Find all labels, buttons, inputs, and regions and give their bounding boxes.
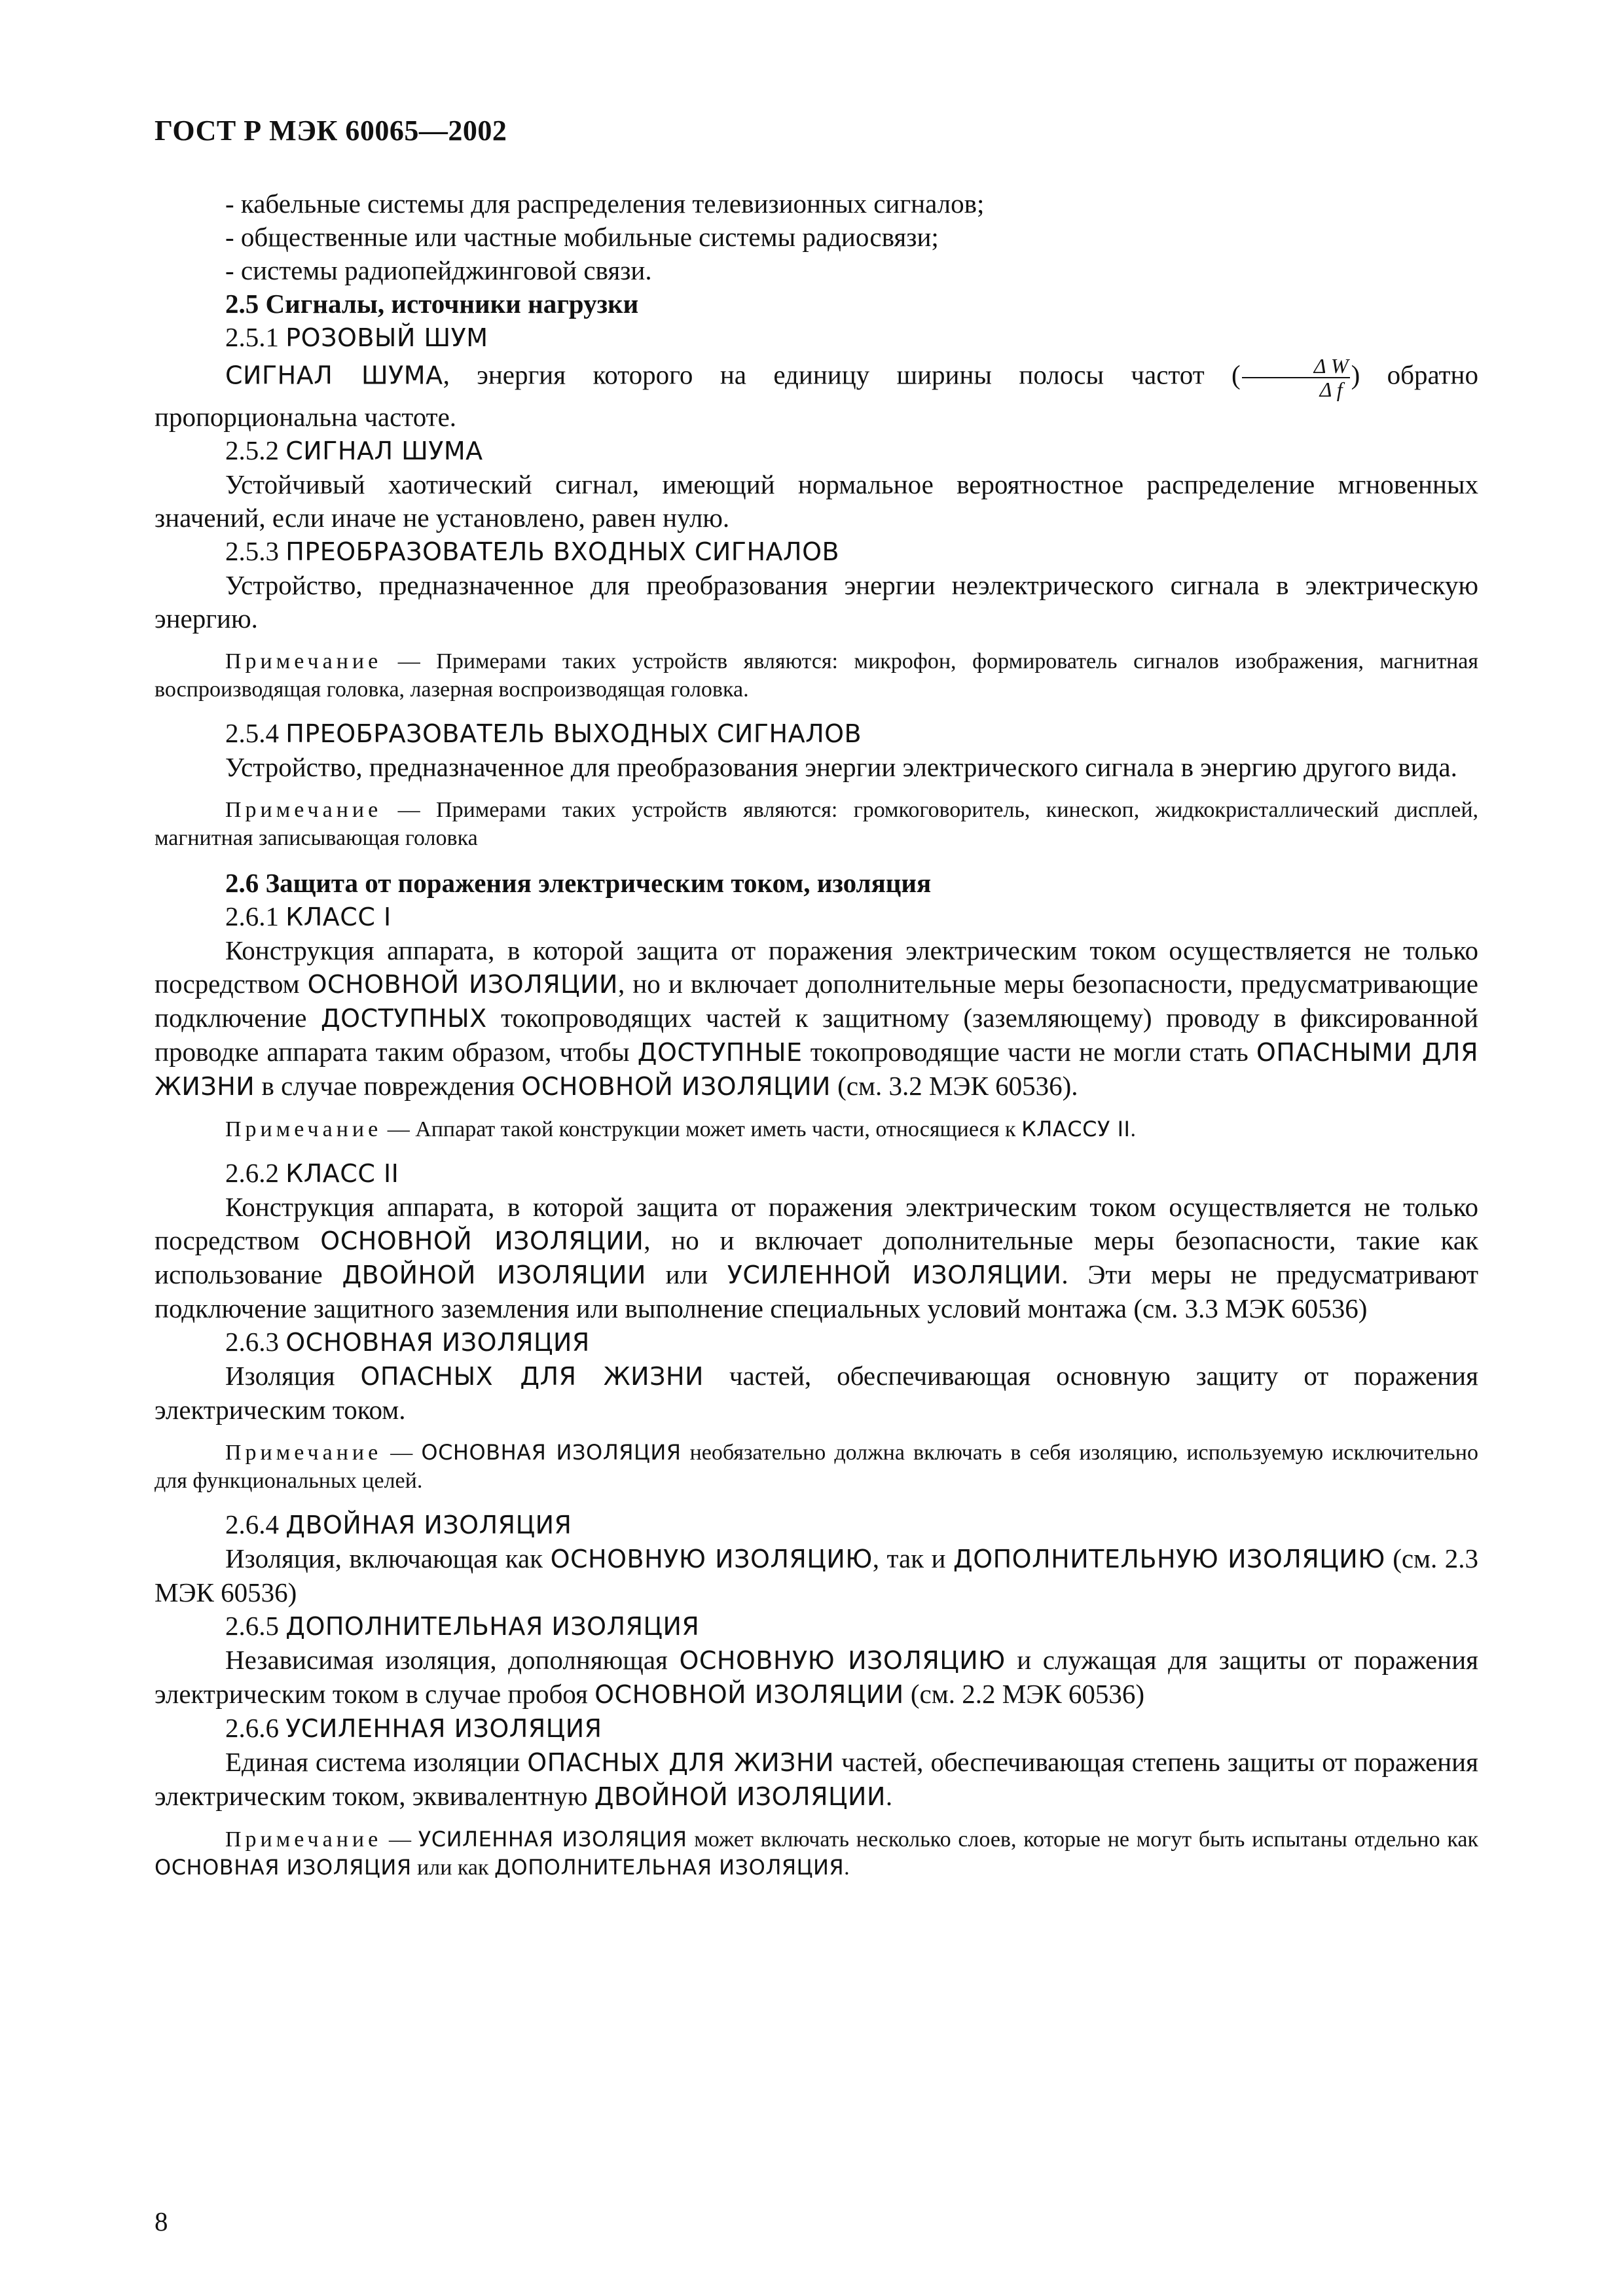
- note-dash: —: [382, 1827, 418, 1852]
- small-caps-term: ДОПОЛНИТЕЛЬНУЮ ИЗОЛЯЦИЮ: [953, 1545, 1385, 1573]
- note-text: .: [1130, 1117, 1136, 1141]
- note-label: Примечание: [225, 1441, 382, 1465]
- note-5: [155, 1825, 1478, 1882]
- definition-text: (см. 2.2 МЭК 60536): [903, 1679, 1144, 1709]
- definition-text: или: [646, 1259, 727, 1289]
- definition-text: Единая система изоляции: [225, 1747, 528, 1777]
- small-caps-term: ОПАСНЫМИ ДЛЯ ЖИЗНИ: [155, 1038, 1478, 1101]
- definition-text: , но и включает дополнительные меры безопасности, такие как использование: [155, 1225, 1479, 1289]
- note-label: Примечание: [225, 798, 382, 822]
- note-text: необязательно должна включать в себя изоляцию, используемую исключительно для функциональных целей.: [155, 1441, 1478, 1493]
- definition-text: , энергия которого на единицу ширины полосы частот (: [443, 359, 1241, 390]
- fraction-denominator: Δ f: [1319, 378, 1343, 401]
- term-definition-2-5-4: Устройство, предназначенное для преобразования энергии электрического сигнала в энергию другого вида.: [225, 752, 1457, 782]
- definition-text: частей, обеспечивающая степень защиты от поражения электрическим током, эквивалентную: [155, 1747, 1478, 1811]
- definition-text: и служащая для защиты от поражения электрическим током в случае пробоя: [155, 1645, 1478, 1709]
- definition-text: частей, обеспечивающая основную защиту от поражения электрическим током.: [155, 1361, 1478, 1425]
- term-number: 2.5.2: [225, 435, 279, 465]
- small-caps-term: ДОСТУПНЫЕ: [637, 1038, 803, 1067]
- note-dash: —: [382, 1117, 416, 1141]
- term-definition-2-5-1: [155, 355, 1478, 434]
- note-text: .: [844, 1856, 850, 1880]
- list-item: - кабельные системы для распределения телевизионных сигналов;: [225, 188, 985, 219]
- small-caps-term: СИГНАЛ ШУМА: [225, 361, 443, 390]
- small-caps-term: ОСНОВНАЯ ИЗОЛЯЦИЯ: [421, 1440, 682, 1465]
- term-number: 2.5.3: [225, 536, 279, 566]
- term-heading-2-5-2: [155, 434, 1478, 468]
- term-definition-2-6-4: [155, 1542, 1478, 1609]
- definition-text: ) обратно пропорциональна частоте.: [155, 359, 1478, 432]
- small-caps-term: ОПАСНЫХ ДЛЯ ЖИЗНИ: [527, 1748, 835, 1777]
- small-caps-term: УСИЛЕННАЯ ИЗОЛЯЦИЯ: [418, 1827, 687, 1852]
- note-1: [155, 647, 1478, 704]
- small-caps-term: ОСНОВНОЙ ИЗОЛЯЦИИ: [594, 1680, 904, 1709]
- note-dash: —: [382, 798, 437, 822]
- term-heading-2-6-5: [155, 1609, 1478, 1643]
- term-number: 2.6.1: [225, 901, 279, 931]
- term-heading-2-6-3: [155, 1325, 1478, 1359]
- definition-text: токопроводящие части не могли стать: [802, 1037, 1256, 1067]
- term-definition-2-5-2: Устойчивый хаотический сигнал, имеющий нормальное вероятностное распределение мгновенных значений, если иначе не установлено, равен нулю.: [155, 469, 1478, 533]
- small-caps-term: КЛАССУ II: [1021, 1117, 1131, 1141]
- definition-text: , но и включает дополнительные меры безопасности, предусматривающие подключение: [155, 969, 1478, 1033]
- note-dash: —: [382, 1441, 422, 1465]
- definition-text: . Эти меры не предусматривают подключение защитного заземления или выполнение специальных условий монтажа (см. 3.3 МЭК 60536): [155, 1259, 1478, 1323]
- document-body: [155, 187, 1478, 1895]
- note-text: Примерами таких устройств являются: громкоговоритель, кинескоп, жидкокристаллический дисплей, магнитная записывающая головка: [155, 798, 1479, 850]
- definition-text: Изоляция, включающая как: [225, 1543, 551, 1573]
- note-text: Примерами таких устройств являются: микрофон, формирователь сигналов изображения, магнитная воспроизводящая головка, лазерная воспроизводящая головка.: [155, 649, 1479, 702]
- term-definition-2-6-5: [155, 1643, 1478, 1712]
- term-number: 2.5.4: [225, 718, 279, 748]
- definition-text: (см. 2.3 МЭК 60536): [155, 1543, 1479, 1607]
- note-label: Примечание: [225, 1117, 382, 1141]
- term-definition-2-6-1: [155, 934, 1478, 1103]
- small-caps-term: ОСНОВНУЮ ИЗОЛЯЦИЮ: [679, 1646, 1006, 1675]
- note-text: Аппарат такой конструкции может иметь части, относящиеся к: [415, 1117, 1022, 1141]
- page-number: 8: [155, 2206, 168, 2236]
- note-2: [155, 796, 1478, 852]
- note-3: [155, 1115, 1478, 1143]
- term-title: УСИЛЕННАЯ ИЗОЛЯЦИЯ: [285, 1714, 602, 1743]
- term-title: КЛАСС II: [285, 1159, 399, 1188]
- small-caps-term: ОСНОВНУЮ ИЗОЛЯЦИЮ: [550, 1545, 873, 1573]
- term-heading-2-6-2: [155, 1157, 1478, 1191]
- term-number: 2.6.2: [225, 1158, 279, 1188]
- small-caps-term: УСИЛЕННОЙ ИЗОЛЯЦИИ: [727, 1261, 1062, 1289]
- list-item: - общественные или частные мобильные системы радиосвязи;: [225, 222, 939, 252]
- definition-text: Конструкция аппарата, в которой защита от поражения электрическим током осуществляется не только посредством: [155, 1192, 1478, 1255]
- small-caps-term: ОСНОВНОЙ ИЗОЛЯЦИИ: [307, 970, 618, 999]
- term-title: СИГНАЛ ШУМА: [285, 437, 483, 465]
- definition-text: Изоляция: [225, 1361, 361, 1391]
- term-heading-2-5-3: [155, 535, 1478, 569]
- section-title-2-5: 2.5 Сигналы, источники нагрузки: [225, 289, 639, 319]
- term-heading-2-5-1: [155, 321, 1478, 355]
- list-item: - системы радиопейджинговой связи.: [225, 255, 652, 285]
- definition-text: (см. 3.2 МЭК 60536).: [830, 1071, 1078, 1101]
- definition-text: Конструкция аппарата, в которой защита от поражения электрическим током осуществляется не только посредством: [155, 935, 1478, 999]
- small-caps-term: ОПАСНЫХ ДЛЯ ЖИЗНИ: [360, 1362, 704, 1391]
- fraction-formula: [1242, 355, 1350, 401]
- term-heading-2-5-4: [155, 717, 1478, 751]
- term-title: ПРЕОБРАЗОВАТЕЛЬ ВХОДНЫХ СИГНАЛОВ: [285, 537, 840, 566]
- term-title: ДОПОЛНИТЕЛЬНАЯ ИЗОЛЯЦИЯ: [285, 1612, 700, 1641]
- term-number: 2.6.6: [225, 1713, 279, 1743]
- term-number: 2.5.1: [225, 322, 279, 352]
- small-caps-term: ДВОЙНОЙ ИЗОЛЯЦИИ: [342, 1261, 646, 1289]
- document-header: ГОСТ Р МЭК 60065—2002: [155, 115, 507, 147]
- note-label: Примечание: [225, 649, 382, 673]
- section-title-2-6: 2.6 Защита от поражения электрическим током, изоляция: [225, 868, 932, 898]
- term-heading-2-6-4: [155, 1508, 1478, 1542]
- definition-text: в случае повреждения: [255, 1071, 522, 1101]
- note-text: или как: [411, 1856, 495, 1880]
- term-title: КЛАСС I: [285, 903, 392, 931]
- small-caps-term: ДОПОЛНИТЕЛЬНАЯ ИЗОЛЯЦИЯ: [494, 1855, 845, 1880]
- term-heading-2-6-1: [155, 900, 1478, 934]
- small-caps-term: ДВОЙНОЙ ИЗОЛЯЦИИ: [594, 1782, 886, 1811]
- term-title: РОЗОВЫЙ ШУМ: [285, 323, 488, 352]
- definition-text: , так и: [872, 1543, 953, 1573]
- definition-text: токопроводящих частей к защитному (заземляющему) проводу в фиксированной проводке аппарата таким образом, чтобы: [155, 1003, 1478, 1067]
- term-number: 2.6.3: [225, 1327, 279, 1357]
- fraction-numerator: Δ W: [1242, 355, 1350, 378]
- term-number: 2.6.4: [225, 1509, 279, 1539]
- term-definition-2-5-3: Устройство, предназначенное для преобразования энергии неэлектрического сигнала в электрическую энергию.: [155, 570, 1478, 634]
- small-caps-term: ОСНОВНОЙ ИЗОЛЯЦИИ: [521, 1072, 831, 1101]
- term-heading-2-6-6: [155, 1712, 1478, 1746]
- note-label: Примечание: [225, 1827, 382, 1852]
- definition-text: Независимая изоляция, дополняющая: [225, 1645, 680, 1675]
- note-dash: —: [382, 649, 437, 673]
- term-title: ДВОЙНАЯ ИЗОЛЯЦИЯ: [285, 1511, 572, 1539]
- note-text: может включать несколько слоев, которые не могут быть испытаны отдельно как: [687, 1827, 1479, 1852]
- term-definition-2-6-6: [155, 1746, 1478, 1814]
- small-caps-term: ОСНОВНОЙ ИЗОЛЯЦИИ: [320, 1227, 644, 1255]
- term-definition-2-6-2: [155, 1191, 1478, 1325]
- term-definition-2-6-3: [155, 1359, 1478, 1427]
- small-caps-term: ОСНОВНАЯ ИЗОЛЯЦИЯ: [155, 1855, 412, 1880]
- term-title: ОСНОВНАЯ ИЗОЛЯЦИЯ: [285, 1328, 590, 1357]
- note-4: [155, 1439, 1478, 1495]
- term-number: 2.6.5: [225, 1611, 279, 1641]
- term-title: ПРЕОБРАЗОВАТЕЛЬ ВЫХОДНЫХ СИГНАЛОВ: [285, 719, 862, 748]
- small-caps-term: ДОСТУПНЫХ: [320, 1004, 487, 1033]
- definition-text: .: [885, 1781, 893, 1811]
